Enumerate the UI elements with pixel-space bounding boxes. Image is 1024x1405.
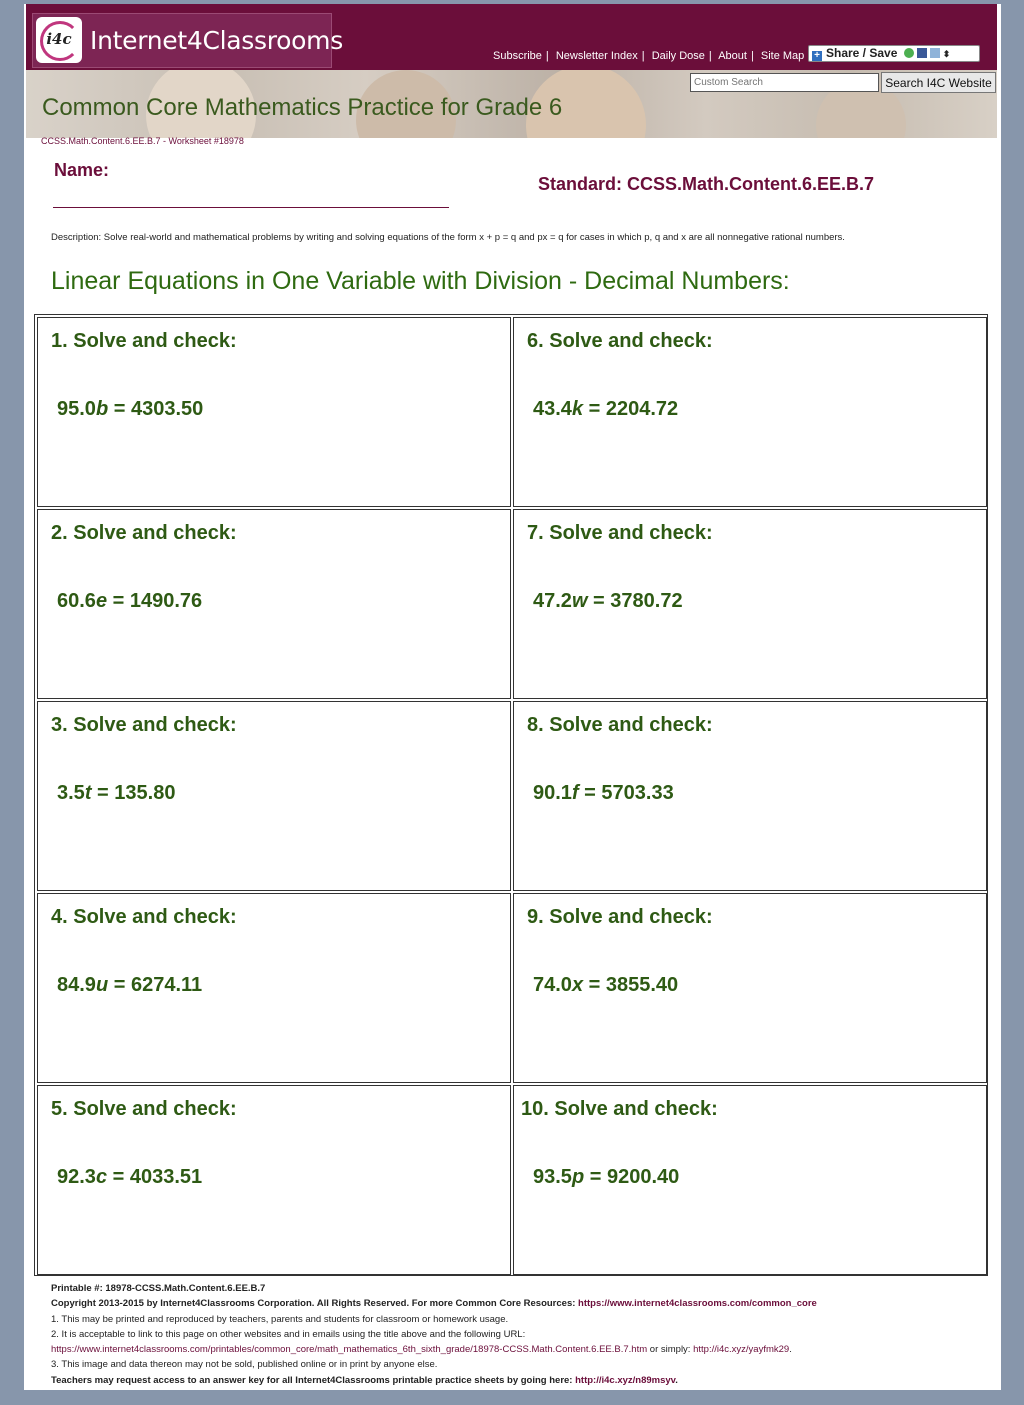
usage-note-1: 1. This may be printed and reproduced by teachers, parents and students for classroom or homework usage. xyxy=(51,1313,509,1325)
problem-cell xyxy=(37,701,511,891)
plus-icon: + xyxy=(812,51,822,61)
logo-text: Internet4Classrooms xyxy=(90,26,343,55)
problem-label: 6. Solve and check: xyxy=(527,330,713,352)
problem-cell xyxy=(37,893,511,1083)
problem-grid xyxy=(34,314,988,1276)
answer-key-note: Teachers may request access to an answer key for all Internet4Classrooms printable practice sheets by going here: http://i4c.xyz/n89msyv. xyxy=(51,1374,678,1386)
facebook-icon xyxy=(917,48,927,58)
usage-note-2: 2. It is acceptable to link to this page on other websites and in emails using the title above and the following URL: xyxy=(51,1328,526,1340)
problem-cell xyxy=(37,509,511,699)
problem-label: 3. Solve and check: xyxy=(51,714,237,736)
share-label: Share / Save xyxy=(826,46,898,60)
problem-equation: 74.0x = 3855.40 xyxy=(533,974,679,996)
problem-equation: 47.2w = 3780.72 xyxy=(533,590,683,612)
problem-equation: 84.9u = 6274.11 xyxy=(57,974,203,996)
logo-badge-text: i4c xyxy=(46,30,72,48)
problem-equation: 60.6e = 1490.76 xyxy=(57,590,203,612)
site-logo[interactable] xyxy=(32,13,343,68)
problem-equation: 95.0b = 4303.50 xyxy=(57,398,204,420)
problem-cell xyxy=(513,893,987,1083)
problem-label: 8. Solve and check: xyxy=(527,714,713,736)
common-core-link[interactable]: https://www.internet4classrooms.com/common_core xyxy=(578,1298,817,1310)
description: Description: Solve real-world and mathematical problems by writing and solving equations of the form x + p = q and px = q for cases in which p, q and x are all nonnegative rational numbers. xyxy=(51,232,845,243)
problem-cell xyxy=(37,317,511,507)
twitter-icon xyxy=(930,48,940,58)
problem-cell xyxy=(513,509,987,699)
banner xyxy=(26,70,997,138)
problem-label: 2. Solve and check: xyxy=(51,522,237,544)
problem-label: 10. Solve and check: xyxy=(521,1098,718,1120)
print-share-icon xyxy=(904,48,914,58)
worksheet-id: CCSS.Math.Content.6.EE.B.7 - Worksheet #18978 xyxy=(41,136,244,146)
problem-cell xyxy=(513,701,987,891)
name-label: Name: xyxy=(54,160,110,180)
problem-equation: 93.5p = 9200.40 xyxy=(533,1166,680,1188)
i4c-logo-icon xyxy=(36,17,82,63)
nav-newsletter-index[interactable]: Newsletter Index xyxy=(555,50,638,62)
problem-equation: 92.3c = 4033.51 xyxy=(57,1166,203,1188)
problem-equation: 90.1f = 5703.33 xyxy=(533,782,674,804)
section-title: Linear Equations in One Variable with Division - Decimal Numbers: xyxy=(51,267,790,295)
problem-label: 5. Solve and check: xyxy=(51,1098,237,1120)
page-url: https://www.internet4classrooms.com/printables/common_core/math_mathematics_6th_sixth_grade/18978-CCSS.Math.Content.6.EE.B.7.htm or simply: http://i4c.xyz/yayfmk29. xyxy=(51,1344,792,1356)
problem-cell xyxy=(37,1085,511,1275)
problem-label: 1. Solve and check: xyxy=(51,330,237,352)
problem-equation: 3.5t = 135.80 xyxy=(57,782,176,804)
problem-equation: 43.4k = 2204.72 xyxy=(533,398,679,420)
standard-label: Standard: CCSS.Math.Content.6.EE.B.7 xyxy=(538,174,875,194)
problem-cell xyxy=(513,1085,987,1275)
problem-label: 9. Solve and check: xyxy=(527,906,713,928)
chevron-updown-icon: ⬍ xyxy=(942,49,951,59)
nav-about[interactable]: About xyxy=(718,50,747,62)
site-header xyxy=(26,4,997,70)
long-url-link[interactable]: https://www.internet4classrooms.com/printables/common_core/math_mathematics_6th_sixth_grade/18978-CCSS.Math.Content.6.EE.B.7.htm xyxy=(51,1344,648,1356)
search-button[interactable]: Search I4C Website xyxy=(881,72,996,93)
problem-label: 4. Solve and check: xyxy=(51,906,237,928)
footer xyxy=(51,1281,817,1388)
nav-daily-dose[interactable]: Daily Dose xyxy=(651,50,705,62)
problem-label: 7. Solve and check: xyxy=(527,522,713,544)
share-save-button[interactable] xyxy=(808,45,980,62)
usage-note-3: 3. This image and data thereon may not be sold, published online or in print by anyone else. xyxy=(51,1359,438,1371)
copyright: Copyright 2013-2015 by Internet4Classrooms Corporation. All Rights Reserved. For more Common Core Resources: https://www.internet4classrooms.com/common_core xyxy=(51,1298,817,1310)
answer-key-link[interactable]: http://i4c.xyz/n89msyv xyxy=(575,1374,676,1386)
nav-site-map[interactable]: Site Map xyxy=(760,50,805,62)
top-navigation: Subscribe | Newsletter Index | Daily Dose | About | Site Map xyxy=(493,50,805,62)
name-line xyxy=(53,207,449,208)
problem-cell xyxy=(513,317,987,507)
page-title: Common Core Mathematics Practice for Grade 6 xyxy=(42,94,563,121)
search-input[interactable] xyxy=(690,73,879,92)
worksheet-page xyxy=(24,4,1001,1390)
short-url-link[interactable]: http://i4c.xyz/yayfmk29 xyxy=(693,1344,790,1356)
nav-subscribe[interactable]: Subscribe xyxy=(493,50,542,62)
printable-number: Printable #: 18978-CCSS.Math.Content.6.EE.B.7 xyxy=(51,1283,266,1294)
